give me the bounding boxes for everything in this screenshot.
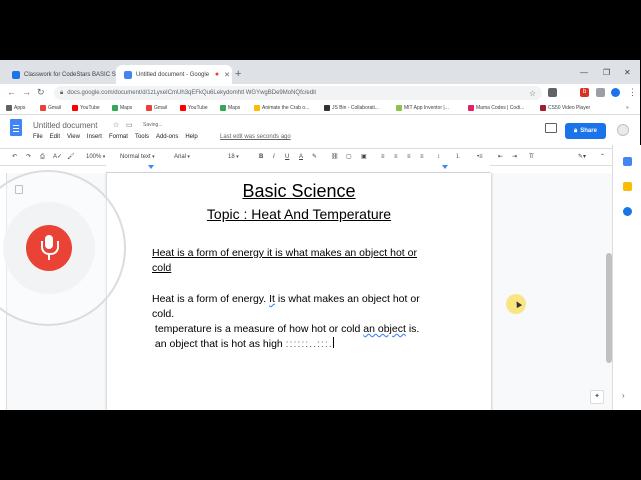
bookmark-item[interactable] bbox=[72, 104, 100, 112]
app-inventor-icon bbox=[396, 105, 402, 111]
print-icon[interactable]: ⎙ bbox=[40, 154, 45, 160]
tab-untitled-document[interactable] bbox=[116, 65, 232, 84]
decrease-indent-icon[interactable]: ⇤ bbox=[498, 154, 504, 160]
bookmark-label: Gmail bbox=[154, 105, 168, 111]
document-heading: Basic Science bbox=[242, 181, 356, 201]
last-edit-link[interactable]: Last edit was seconds ago bbox=[220, 134, 291, 140]
bold-icon[interactable]: B bbox=[259, 154, 264, 160]
paragraph-line bbox=[152, 337, 452, 352]
bookmark-label: Maps bbox=[120, 105, 133, 111]
calendar-icon[interactable] bbox=[623, 157, 632, 166]
style-select[interactable]: Normal text ▾ bbox=[120, 152, 155, 162]
bookmark-label: MIT App Inventor |... bbox=[404, 105, 449, 111]
spellcheck-icon[interactable]: A✓ bbox=[53, 154, 63, 160]
text-run: is what makes an object hot or bbox=[274, 293, 420, 305]
zoom-select[interactable]: 100% ▾ bbox=[86, 152, 105, 162]
profile-icon[interactable] bbox=[611, 88, 620, 97]
youtube-icon bbox=[72, 105, 78, 111]
docs-favicon-icon bbox=[124, 71, 132, 79]
underline-icon[interactable]: U bbox=[285, 154, 290, 160]
more-bookmarks-icon[interactable]: » bbox=[626, 105, 629, 111]
text-color-icon[interactable]: A bbox=[299, 154, 304, 160]
menu-format[interactable]: Format bbox=[108, 134, 128, 140]
align-center-icon[interactable]: ≡ bbox=[394, 154, 398, 160]
italic-icon[interactable]: I bbox=[273, 154, 275, 160]
browser-menu-icon[interactable]: ⋮ bbox=[628, 87, 637, 97]
numbered-list-icon[interactable]: ⒈ bbox=[455, 154, 462, 160]
minimize-icon[interactable]: — bbox=[580, 68, 588, 77]
paragraph-line bbox=[152, 292, 452, 307]
image-icon[interactable]: ▣ bbox=[361, 154, 367, 160]
jsbin-icon bbox=[324, 105, 330, 111]
right-indent-marker[interactable] bbox=[442, 165, 448, 169]
bookmark-label: Maps bbox=[228, 105, 241, 111]
gmail-icon bbox=[40, 105, 46, 111]
document-title[interactable]: Untitled document bbox=[33, 121, 98, 130]
paragraph-line bbox=[152, 322, 452, 337]
bookmark-item[interactable] bbox=[254, 104, 309, 112]
youtube-icon bbox=[180, 105, 186, 111]
bookmark-label: Apps bbox=[14, 105, 26, 111]
bookmark-item[interactable] bbox=[112, 104, 132, 112]
menu-view[interactable]: View bbox=[67, 134, 80, 140]
side-panel bbox=[612, 145, 641, 410]
bookmark-item[interactable] bbox=[540, 104, 590, 112]
bookmark-item[interactable] bbox=[180, 104, 208, 112]
link-icon[interactable]: ⛓︎ bbox=[331, 154, 339, 160]
url-text: docs.google.com/document/d/1zLyxeICmUh3qEFkQu6Lekydomhtl WGYwgBDe9MoNQfc/edit bbox=[67, 90, 317, 96]
text-run: is. bbox=[405, 323, 420, 335]
horizontal-ruler bbox=[106, 164, 490, 173]
bookmark-item[interactable] bbox=[396, 104, 449, 112]
screen bbox=[0, 60, 640, 410]
tab-classwork[interactable] bbox=[4, 65, 114, 84]
close-tab-icon[interactable]: ✕ bbox=[224, 71, 230, 79]
menu-bar bbox=[33, 134, 198, 140]
microphone-stem bbox=[48, 255, 50, 260]
font-size-select[interactable]: 18 ▾ bbox=[228, 152, 239, 162]
redo-icon[interactable]: ↷ bbox=[26, 154, 32, 160]
share-button[interactable] bbox=[565, 123, 606, 139]
bookmark-label: Mama Codes | Codi... bbox=[476, 105, 525, 111]
classroom-favicon-icon bbox=[12, 71, 20, 79]
maps-icon bbox=[112, 105, 118, 111]
collapse-menus-icon[interactable]: ⌃ bbox=[600, 154, 606, 160]
bookmark-item[interactable] bbox=[146, 104, 167, 112]
justify-icon[interactable]: ≡ bbox=[420, 154, 424, 160]
recording-dot-icon: ● bbox=[214, 71, 220, 78]
tab-title: Classwork for CodeStars BASIC S bbox=[24, 71, 116, 78]
bookmark-item[interactable] bbox=[40, 104, 61, 112]
crab-icon bbox=[254, 105, 260, 111]
line-spacing-icon[interactable]: ↕ bbox=[437, 154, 440, 160]
increase-indent-icon[interactable]: ⇥ bbox=[512, 154, 518, 160]
suggestion-text: an object bbox=[363, 323, 406, 335]
menu-edit[interactable]: Edit bbox=[49, 134, 61, 140]
document-page[interactable] bbox=[106, 173, 492, 410]
bookmark-label: CS50 Video Player bbox=[548, 105, 591, 111]
extension-red-icon[interactable]: b bbox=[580, 88, 589, 97]
menu-tools[interactable]: Tools bbox=[134, 134, 149, 140]
bookmarks-bar bbox=[0, 102, 640, 115]
apps-grid-icon bbox=[6, 105, 12, 111]
bulleted-list-icon[interactable]: •≡ bbox=[477, 154, 483, 160]
mama-codes-icon bbox=[468, 105, 474, 111]
align-right-icon[interactable]: ≡ bbox=[407, 154, 411, 160]
browser-tab-bar bbox=[0, 60, 640, 84]
highlight-icon[interactable]: ✎ bbox=[312, 154, 318, 160]
move-folder-icon[interactable]: ▭ bbox=[126, 122, 133, 129]
bookmark-star-icon[interactable]: ☆ bbox=[528, 88, 536, 98]
bookmark-item[interactable] bbox=[324, 104, 379, 112]
clear-formatting-icon[interactable]: T̸ bbox=[529, 154, 533, 160]
avatar[interactable] bbox=[617, 124, 629, 136]
bookmark-label: YouTube bbox=[188, 105, 208, 111]
paragraph-1 bbox=[152, 246, 452, 276]
comment-icon[interactable]: ▢ bbox=[346, 154, 352, 160]
voice-typing-mic-button[interactable] bbox=[26, 225, 72, 271]
reload-icon[interactable]: ↻ bbox=[37, 87, 45, 97]
cs50-icon bbox=[540, 105, 546, 111]
menu-help[interactable]: Help bbox=[185, 134, 198, 140]
document-subheading: Topic : Heat And Temperature bbox=[206, 206, 392, 222]
mouse-pointer-highlight bbox=[506, 294, 526, 314]
paragraph-2 bbox=[152, 292, 452, 352]
bookmark-label: Gmail bbox=[48, 105, 62, 111]
suggestion-text: It bbox=[269, 293, 275, 305]
left-indent-marker[interactable] bbox=[148, 165, 154, 169]
text-run: an object that is hot as high bbox=[152, 338, 286, 350]
gmail-icon bbox=[146, 105, 152, 111]
microphone-arc bbox=[41, 241, 59, 255]
docs-logo-icon[interactable] bbox=[10, 119, 22, 136]
explore-icon[interactable]: ✦ bbox=[590, 390, 604, 404]
docs-header bbox=[0, 115, 640, 145]
bookmark-item[interactable] bbox=[220, 104, 240, 112]
undo-icon[interactable]: ↶ bbox=[12, 154, 18, 160]
paragraph-line: cold. bbox=[152, 308, 175, 320]
address-bar[interactable] bbox=[54, 86, 542, 100]
editing-mode-icon[interactable]: ✎▾ bbox=[578, 154, 587, 160]
lock-icon: 🔒︎ bbox=[574, 127, 578, 134]
tasks-icon[interactable] bbox=[623, 207, 632, 216]
tab-title: Untitled document - Google bbox=[136, 71, 210, 78]
interim-dictation-text: ::::::..:::. bbox=[285, 338, 333, 350]
maximize-icon[interactable]: ❐ bbox=[603, 68, 611, 77]
new-tab-button[interactable]: + bbox=[235, 68, 242, 80]
bookmark-label: Animate the Crab o... bbox=[262, 105, 310, 111]
bookmark-item[interactable] bbox=[6, 104, 25, 112]
menu-file[interactable]: File bbox=[33, 134, 43, 140]
menu-insert[interactable]: Insert bbox=[86, 134, 102, 140]
extensions-puzzle-icon[interactable] bbox=[596, 88, 605, 97]
bookmark-item[interactable] bbox=[468, 104, 524, 112]
star-icon[interactable]: ☆ bbox=[113, 122, 120, 129]
align-left-icon[interactable]: ≡ bbox=[381, 154, 385, 160]
menu-addons[interactable]: Add-ons bbox=[155, 134, 179, 140]
paragraph-line: Heat is a form of energy it is what makes an object hot or bbox=[152, 247, 417, 259]
lock-icon: 🔒︎ bbox=[60, 89, 64, 96]
camera-icon[interactable] bbox=[548, 88, 557, 97]
text-cursor bbox=[333, 337, 334, 348]
share-label: Share bbox=[580, 128, 597, 134]
expand-panel-icon[interactable]: › bbox=[622, 391, 625, 400]
close-window-icon[interactable]: ✕ bbox=[624, 68, 631, 77]
browser-toolbar bbox=[0, 84, 640, 102]
forward-icon[interactable]: → bbox=[22, 87, 31, 97]
text-run: temperature is a measure of how hot or cold bbox=[152, 323, 364, 335]
saving-status: Saving... bbox=[143, 122, 163, 128]
keep-icon[interactable] bbox=[623, 182, 632, 191]
paint-format-icon[interactable]: 🖌︎ bbox=[67, 154, 75, 160]
font-select[interactable]: Arial ▾ bbox=[174, 152, 190, 162]
bookmark-label: YouTube bbox=[80, 105, 100, 111]
bookmark-label: JS Bin - Collaborati... bbox=[332, 105, 379, 111]
comment-history-icon[interactable] bbox=[545, 123, 557, 133]
back-icon[interactable]: ← bbox=[7, 87, 16, 97]
maps-icon bbox=[220, 105, 226, 111]
text-run: Heat is a form of energy. bbox=[152, 293, 270, 305]
paragraph-line: cold bbox=[152, 262, 172, 274]
